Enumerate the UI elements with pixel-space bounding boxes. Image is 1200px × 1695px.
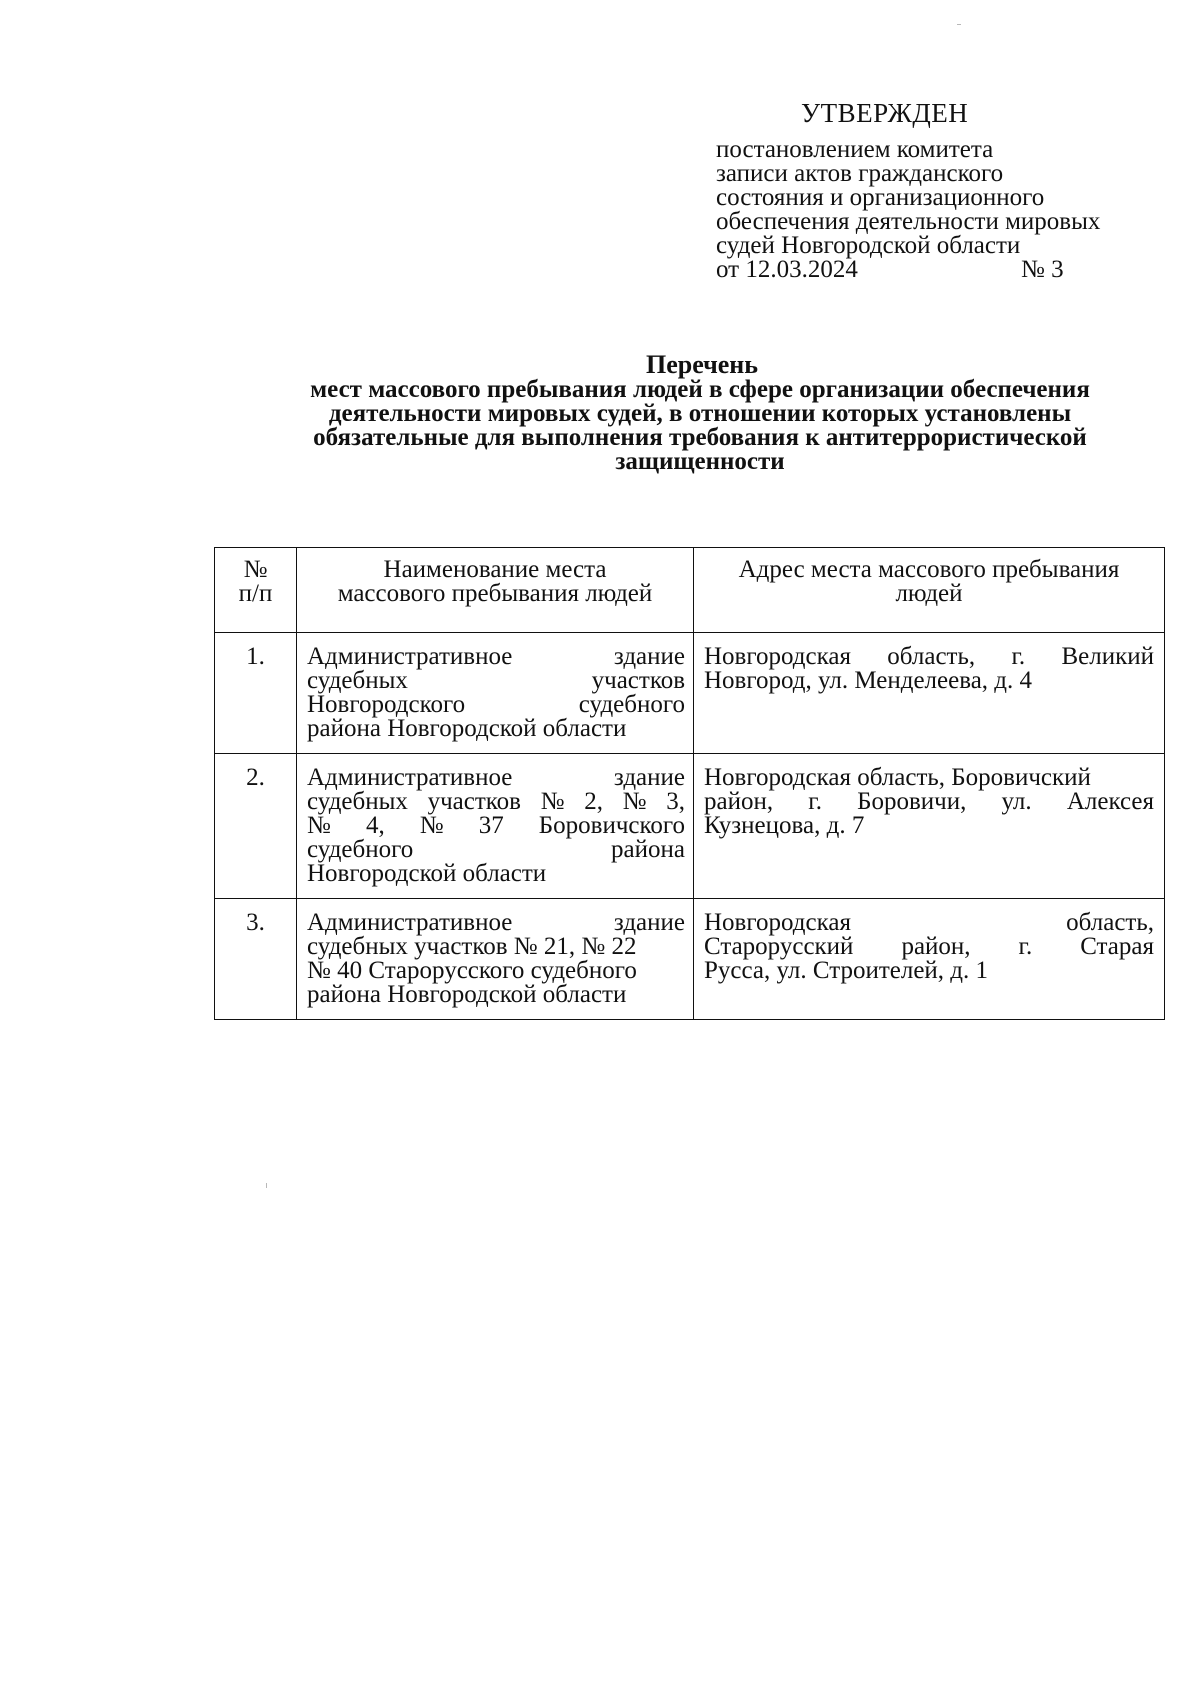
cell-line: Русса, ул. Строителей, д. 1 <box>704 957 989 984</box>
place-address <box>694 899 1165 1020</box>
header-address <box>694 548 1165 633</box>
cell-word: Боровичи, <box>857 788 967 815</box>
cell-line: № 40 Старорусского судебного <box>307 957 637 984</box>
cell-line <box>307 911 685 935</box>
cell-word: Новгородская <box>704 909 851 936</box>
cell-word: область, <box>887 643 976 670</box>
cell-line <box>307 693 685 717</box>
cell-word: 4, <box>365 812 385 839</box>
row-number: 2. <box>215 754 297 899</box>
header-line: Наименование места <box>383 556 607 583</box>
approval-line: записи актов гражданского <box>716 160 1004 187</box>
cell-word: 3, <box>666 788 685 815</box>
cell-line: Новгород, ул. Менделеева, д. 4 <box>704 667 1033 694</box>
cell-word: Административное <box>307 909 513 936</box>
cell-word: здание <box>613 764 685 791</box>
cell-line: Новгородская область, Боровичский <box>704 764 1091 791</box>
header-number <box>215 548 297 633</box>
scan-mark <box>957 24 961 25</box>
table-body <box>215 633 1165 1020</box>
header-line: п/п <box>238 580 273 607</box>
cell-line <box>704 911 1154 935</box>
cell-word: Великий <box>1061 643 1154 670</box>
title-main: Перечень <box>645 350 759 379</box>
title-line: защищенности <box>615 448 785 475</box>
cell-word: судебных <box>307 667 408 694</box>
cell-word: Административное <box>307 643 513 670</box>
header-line: людей <box>895 580 963 607</box>
places-table <box>214 547 1165 1020</box>
table-row <box>215 899 1165 1020</box>
cell-word: область, <box>1066 909 1154 936</box>
cell-line <box>704 935 1154 959</box>
place-name <box>297 754 694 899</box>
cell-line <box>704 645 1154 669</box>
title-line: деятельности мировых судей, в отношении которых установлены <box>328 400 1072 427</box>
title-line: мест массового пребывания людей в сфере организации обеспечения <box>310 376 1090 403</box>
approval-block <box>716 98 1186 282</box>
cell-line <box>307 814 685 838</box>
approval-date-row <box>716 258 1186 282</box>
table-row <box>215 754 1165 899</box>
cell-word: Боровичского <box>538 812 685 839</box>
cell-word: здание <box>613 643 685 670</box>
cell-word: № <box>622 788 647 815</box>
scan-mark <box>266 1183 267 1188</box>
places-table-wrapper <box>214 547 1164 1020</box>
cell-line: судебных участков № 21, № 22 <box>307 933 637 960</box>
approval-line: обеспечения деятельности мировых <box>716 208 1101 235</box>
header-line: Адрес места массового пребывания <box>738 556 1120 583</box>
cell-word: район, <box>901 933 971 960</box>
approval-date: от 12.03.2024 <box>716 256 858 283</box>
cell-word: г. <box>1011 643 1026 670</box>
table-header-row <box>215 548 1165 633</box>
place-name <box>297 633 694 754</box>
approval-heading: УТВЕРЖДЕН <box>801 98 969 128</box>
header-line: массового пребывания людей <box>337 580 653 607</box>
cell-word: Новгородского <box>307 691 466 718</box>
table-row <box>215 633 1165 754</box>
cell-word: судебных <box>307 788 408 815</box>
cell-word: судебного <box>307 836 414 863</box>
cell-word: судебного <box>578 691 685 718</box>
place-name <box>297 899 694 1020</box>
cell-word: Алексея <box>1066 788 1154 815</box>
title-line: обязательные для выполнения требования к антитеррористической <box>313 424 1087 451</box>
cell-word: 37 <box>478 812 504 839</box>
cell-word: Административное <box>307 764 513 791</box>
place-address <box>694 633 1165 754</box>
cell-line <box>307 790 685 814</box>
cell-line <box>307 645 685 669</box>
cell-word: участков <box>427 788 521 815</box>
cell-word: ул. <box>1001 788 1032 815</box>
header-line: № <box>243 556 268 583</box>
cell-word: района <box>611 836 685 863</box>
cell-word: г. <box>808 788 822 815</box>
cell-line: Новгородской области <box>307 860 547 887</box>
cell-line <box>307 838 685 862</box>
cell-word: Старая <box>1080 933 1154 960</box>
cell-line <box>307 669 685 693</box>
cell-word: № <box>307 812 331 839</box>
cell-word: район, <box>704 788 774 815</box>
cell-line: района Новгородской области <box>307 981 627 1008</box>
cell-word: Старорусский <box>704 933 854 960</box>
approval-line: судей Новгородской области <box>716 232 1021 259</box>
approval-line: постановлением комитета <box>716 136 994 163</box>
cell-line <box>704 790 1154 814</box>
header-name <box>297 548 694 633</box>
cell-line <box>307 766 685 790</box>
cell-line: Кузнецова, д. 7 <box>704 812 865 839</box>
cell-word: г. <box>1018 933 1033 960</box>
cell-word: здание <box>613 909 685 936</box>
cell-line: района Новгородской области <box>307 715 627 742</box>
place-address <box>694 754 1165 899</box>
cell-word: № <box>540 788 565 815</box>
approval-line: состояния и организационного <box>716 184 1045 211</box>
cell-word: № <box>419 812 444 839</box>
cell-word: Новгородская <box>704 643 851 670</box>
document-title <box>200 352 1200 474</box>
row-number: 3. <box>215 899 297 1020</box>
row-number: 1. <box>215 633 297 754</box>
cell-word: участков <box>591 667 685 694</box>
approval-number: № 3 <box>1021 256 1064 283</box>
cell-word: 2, <box>584 788 603 815</box>
